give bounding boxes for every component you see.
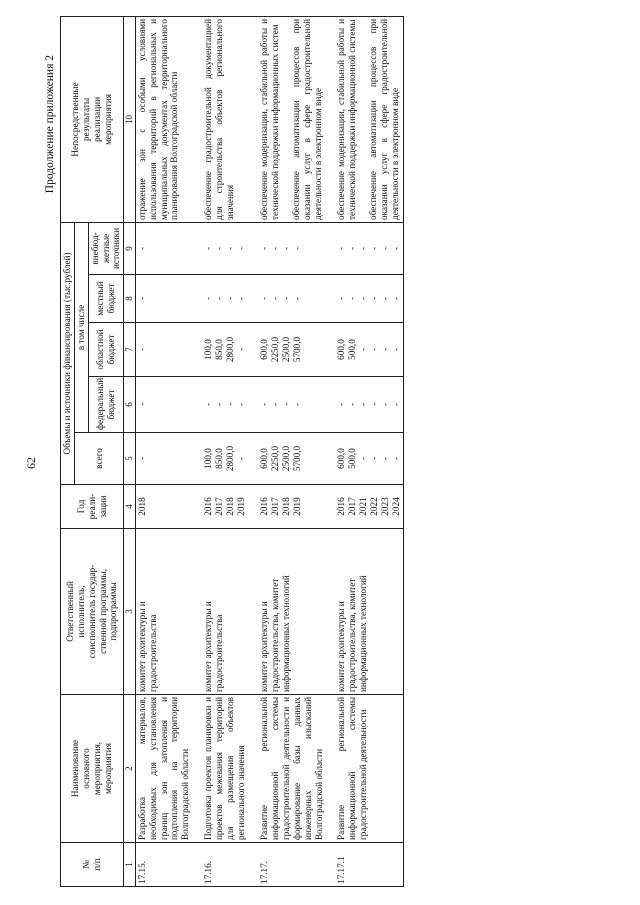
spacer-cell <box>192 485 202 529</box>
row-regional-value: 100,0 <box>203 339 214 360</box>
row-federal-value: - <box>236 402 247 407</box>
table-row <box>258 16 325 886</box>
row-local-value: - <box>270 296 281 301</box>
row-spacer <box>325 16 335 886</box>
row-extra <box>135 222 192 274</box>
spacer-cell <box>325 16 335 222</box>
table-row <box>135 16 192 886</box>
row-years-value: 2023 <box>380 497 391 516</box>
col-num: 8 <box>124 275 136 323</box>
table-row <box>202 16 248 886</box>
row-name: Развитие региональной информационной системы градостроительной деятельности <box>335 695 404 843</box>
row-local-value: - <box>225 296 236 301</box>
header-number: № п/п <box>61 843 124 887</box>
row-number: 17.15. <box>135 843 192 887</box>
table-header <box>61 16 124 886</box>
row-total-value: - <box>358 456 369 461</box>
row-local-value: - <box>136 296 147 301</box>
row-extra-value: - <box>203 246 214 251</box>
page-number: 62 <box>24 457 38 469</box>
result-paragraph: отражение зон с особыми условиями использования территорий в региональных и муниципальных документах территориального планирования Волгоградской области <box>136 18 180 220</box>
row-extra-value: - <box>270 246 281 251</box>
spacer-cell <box>325 222 335 274</box>
row-name: Разработка материалов, необходимых для установления границ зон затопления и подтопления на территории Волгоградской области <box>135 695 192 843</box>
row-extra-value: - <box>380 246 391 251</box>
row-years-value: 2016 <box>259 497 270 516</box>
row-regional <box>258 323 325 377</box>
row-result <box>335 16 404 222</box>
header-total: всего <box>74 433 123 485</box>
row-total-value: 100,0 <box>203 448 214 469</box>
row-result <box>258 16 325 222</box>
row-local-value: - <box>259 296 270 301</box>
spacer-cell <box>248 485 258 529</box>
row-extra <box>258 222 325 274</box>
row-responsible: комитет архитектуры и градостроительства <box>135 529 192 695</box>
spacer-cell <box>325 323 335 377</box>
spacer-cell <box>248 529 258 695</box>
row-years <box>202 485 248 529</box>
row-extra <box>202 222 248 274</box>
row-total-value: 2500,0 <box>281 445 292 472</box>
row-extra-value: - <box>369 246 380 251</box>
spacer-cell <box>325 433 335 485</box>
row-federal-value: - <box>380 402 391 407</box>
row-local <box>335 275 404 323</box>
spacer-cell <box>192 222 202 274</box>
spacer-cell <box>192 695 202 843</box>
row-total <box>258 433 325 485</box>
row-total-value: 500,0 <box>347 448 358 469</box>
row-years-value: 2016 <box>336 497 347 516</box>
row-local-value: - <box>391 296 402 301</box>
header-federal: федеральный бюджет <box>88 377 124 433</box>
row-total-value: - <box>380 456 391 461</box>
row-extra-value: - <box>347 246 358 251</box>
row-total <box>335 433 404 485</box>
header-local: местный бюджет <box>88 275 124 323</box>
header-name: Наименование основного мероприятия, мероприятия <box>61 695 124 843</box>
row-number: 17.17.1 <box>335 843 404 887</box>
row-total-value: 600,0 <box>259 448 270 469</box>
table-body <box>135 16 403 886</box>
row-years-value: 2019 <box>292 497 303 516</box>
spacer-cell <box>325 275 335 323</box>
result-paragraph: обеспечение модернизации, стабильной работы и технической поддержки информационных систем <box>259 18 281 220</box>
row-result <box>202 16 248 222</box>
column-numbers <box>124 16 136 886</box>
row-number: 17.17. <box>258 843 325 887</box>
row-local <box>135 275 192 323</box>
row-federal-value: - <box>259 402 270 407</box>
result-paragraph: обеспечение автоматизации процессов при оказании услуг в сфере градостроительной деятельности в электронном виде <box>290 18 323 220</box>
row-federal-value: - <box>136 402 147 407</box>
row-extra-value: - <box>136 246 147 251</box>
header-including: в том числе <box>74 222 88 432</box>
row-extra-value: - <box>259 246 270 251</box>
result-paragraph: обеспечение автоматизации процессов при оказании услуг в сфере градостроительной деятельности в электронном виде <box>368 18 400 220</box>
row-total-value: 600,0 <box>336 448 347 469</box>
row-federal-value: - <box>292 402 303 407</box>
row-regional-value: 2500,0 <box>281 336 292 363</box>
row-total <box>202 433 248 485</box>
col-num: 5 <box>124 433 136 485</box>
row-federal-value: - <box>336 402 347 407</box>
row-years <box>335 485 404 529</box>
row-federal-value: - <box>358 402 369 407</box>
spacer-cell <box>325 485 335 529</box>
row-local-value: - <box>380 296 391 301</box>
row-federal-value: - <box>214 402 225 407</box>
row-regional <box>335 323 404 377</box>
header-volume: Объемы и источники финансирования (тыс.рублей) <box>61 222 75 484</box>
result-paragraph: обеспечение градостроительной документацией для строительства объектов регионального значения <box>203 18 235 220</box>
row-extra-value: - <box>292 246 303 251</box>
row-years-value: 2018 <box>136 497 147 516</box>
continuation-title: Продолжение приложения 2 <box>44 55 56 194</box>
spacer-cell <box>248 695 258 843</box>
spacer-cell <box>325 529 335 695</box>
col-num: 2 <box>124 695 136 843</box>
row-local-value: - <box>236 296 247 301</box>
row-local-value: - <box>292 296 303 301</box>
spacer-cell <box>192 843 202 887</box>
spacer-cell <box>248 323 258 377</box>
row-regional-value: 2800,0 <box>225 336 236 363</box>
row-total-value: 2800,0 <box>225 445 236 472</box>
row-regional <box>202 323 248 377</box>
spacer-cell <box>248 843 258 887</box>
row-regional-value: 2250,0 <box>270 336 281 363</box>
row-years-value: 2019 <box>236 497 247 516</box>
spacer-cell <box>192 323 202 377</box>
row-federal-value: - <box>203 402 214 407</box>
row-regional-value: 850,0 <box>214 339 225 360</box>
row-responsible: комитет архитектуры и градостроительства, комитет информационных технологий <box>258 529 325 695</box>
row-federal-value: - <box>391 402 402 407</box>
row-responsible: комитет архитектуры и градостроительства <box>202 529 248 695</box>
row-name: Развитие региональной информационной системы градостроительной деятельности и формирование базы данных инженерных изысканий Волгоградской области <box>258 695 325 843</box>
row-regional-value: 600,0 <box>336 339 347 360</box>
header-regional: областной бюджет <box>88 323 124 377</box>
header-year: Год реали- зации <box>61 485 124 529</box>
row-local-value: - <box>369 296 380 301</box>
row-years-value: 2018 <box>281 497 292 516</box>
row-years <box>258 485 325 529</box>
spacer-cell <box>192 275 202 323</box>
row-federal <box>202 377 248 433</box>
col-num: 3 <box>124 529 136 695</box>
row-local-value: - <box>358 296 369 301</box>
row-regional-value: - <box>391 347 402 352</box>
col-num: 1 <box>124 843 136 887</box>
spacer-cell <box>248 16 258 222</box>
table-row <box>335 16 404 886</box>
row-years <box>135 485 192 529</box>
row-extra-value: - <box>214 246 225 251</box>
header-extra: внебюд- жетные источники <box>88 222 124 274</box>
row-name: Подготовка проектов планировки и проектов межевания территорий для размещения объектов регионального значения <box>202 695 248 843</box>
spacer-cell <box>192 16 202 222</box>
row-federal-value: - <box>281 402 292 407</box>
row-total <box>135 433 192 485</box>
row-local-value: - <box>347 296 358 301</box>
row-total-value: - <box>391 456 402 461</box>
row-total-value: 2250,0 <box>270 445 281 472</box>
row-regional-value: 5700,0 <box>292 336 303 363</box>
row-years-value: 2016 <box>203 497 214 516</box>
row-local <box>258 275 325 323</box>
row-regional <box>135 323 192 377</box>
row-local-value: - <box>336 296 347 301</box>
row-years-value: 2024 <box>391 497 402 516</box>
row-local <box>202 275 248 323</box>
row-total-value: 850,0 <box>214 448 225 469</box>
row-federal-value: - <box>270 402 281 407</box>
row-spacer <box>248 16 258 886</box>
row-federal-value: - <box>347 402 358 407</box>
spacer-cell <box>192 529 202 695</box>
row-years-value: 2017 <box>347 497 358 516</box>
spacer-cell <box>248 222 258 274</box>
row-regional-value: - <box>369 347 380 352</box>
spacer-cell <box>325 843 335 887</box>
row-federal <box>135 377 192 433</box>
header-responsible: Ответственный исполнитель, соисполнитель государ- ственной программы, подпрограммы <box>61 529 124 695</box>
row-regional-value: - <box>136 347 147 352</box>
row-years-value: 2017 <box>270 497 281 516</box>
col-num: 9 <box>124 222 136 274</box>
row-number: 17.16. <box>202 843 248 887</box>
spacer-cell <box>248 377 258 433</box>
row-total-value: - <box>136 456 147 461</box>
row-regional-value: 600,0 <box>259 339 270 360</box>
row-extra-value: - <box>358 246 369 251</box>
row-federal <box>258 377 325 433</box>
row-total-value: 5700,0 <box>292 445 303 472</box>
row-extra-value: - <box>336 246 347 251</box>
row-years-value: 2018 <box>225 497 236 516</box>
row-regional-value: - <box>380 347 391 352</box>
row-regional-value: - <box>358 347 369 352</box>
row-spacer <box>192 16 202 886</box>
row-years-value: 2022 <box>369 497 380 516</box>
result-paragraph: обеспечение модернизации, стабильной работы и технической поддержки информационной системы <box>336 18 358 220</box>
row-local-value: - <box>203 296 214 301</box>
row-total-value: - <box>236 456 247 461</box>
spacer-cell <box>192 377 202 433</box>
col-num: 7 <box>124 323 136 377</box>
spacer-cell <box>248 433 258 485</box>
row-regional-value: 500,0 <box>347 339 358 360</box>
col-num: 6 <box>124 377 136 433</box>
row-extra-value: - <box>236 246 247 251</box>
spacer-cell <box>325 377 335 433</box>
row-extra-value: - <box>391 246 402 251</box>
row-federal-value: - <box>369 402 380 407</box>
spacer-cell <box>325 695 335 843</box>
row-years-value: 2021 <box>358 497 369 516</box>
row-total-value: - <box>369 456 380 461</box>
row-years-value: 2017 <box>214 497 225 516</box>
row-regional-value: - <box>236 347 247 352</box>
row-extra <box>335 222 404 274</box>
col-num: 10 <box>124 16 136 222</box>
program-table <box>60 16 404 887</box>
row-federal-value: - <box>225 402 236 407</box>
row-result <box>135 16 192 222</box>
row-local-value: - <box>214 296 225 301</box>
spacer-cell <box>248 275 258 323</box>
row-local-value: - <box>281 296 292 301</box>
col-num: 4 <box>124 485 136 529</box>
row-responsible: комитет архитектуры и градостроительства, комитет информационных технологий <box>335 529 404 695</box>
row-extra-value: - <box>225 246 236 251</box>
header-result: Непосредственные результаты реализации мероприятия <box>61 16 124 222</box>
row-federal <box>335 377 404 433</box>
spacer-cell <box>192 433 202 485</box>
row-extra-value: - <box>281 246 292 251</box>
